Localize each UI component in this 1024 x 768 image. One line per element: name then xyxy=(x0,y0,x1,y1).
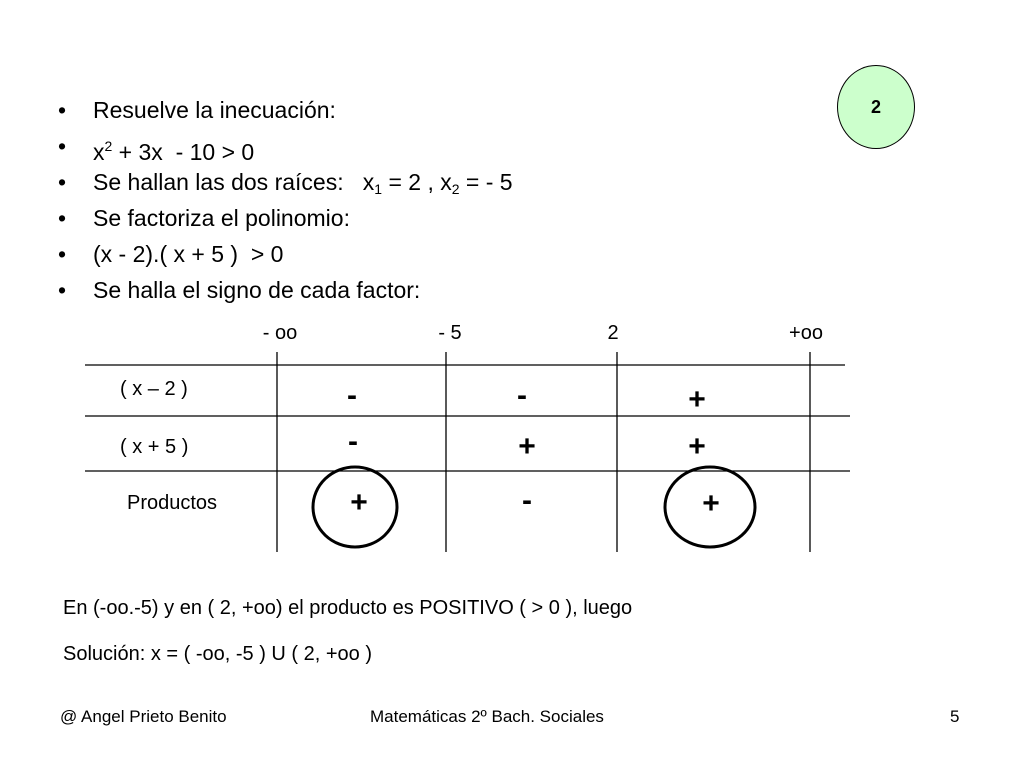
bullet-text: (x - 2).( x + 5 ) > 0 xyxy=(93,241,284,267)
row-label-factor-x-plus-5: ( x + 5 ) xyxy=(120,436,189,458)
bullet-dot: • xyxy=(58,97,67,123)
bullet-dot: • xyxy=(58,241,67,267)
footer-page-number: 5 xyxy=(950,707,960,726)
sign-row2-col3: + xyxy=(688,430,706,463)
inequality-variable: x xyxy=(93,139,105,165)
root-1-subscript: 1 xyxy=(374,181,383,197)
slide-number-badge: 2 xyxy=(837,65,915,149)
sign-row2-col1: - xyxy=(348,425,358,458)
bullet-dot: • xyxy=(58,133,67,159)
bullet-text: Resuelve la inecuación: xyxy=(93,97,336,123)
roots-mid: = 2 , x xyxy=(382,169,452,195)
footer-course: Matemáticas 2º Bach. Sociales xyxy=(370,707,604,726)
roots-suffix: = - 5 xyxy=(459,169,513,195)
sign-row3-col2: - xyxy=(522,484,532,517)
sign-row3-col1: + xyxy=(350,486,368,519)
bullet-dot: • xyxy=(58,169,67,195)
inequality-rest: + 3x - 10 > 0 xyxy=(112,139,255,165)
bullet-dot: • xyxy=(58,277,67,303)
axis-label-plus-infinity: +oo xyxy=(789,322,823,344)
footer-author: @ Angel Prieto Benito xyxy=(60,707,227,726)
bullet-text: Se factoriza el polinomio: xyxy=(93,205,350,231)
axis-label-two: 2 xyxy=(607,322,619,344)
roots-prefix: Se hallan las dos raíces: x xyxy=(93,169,375,195)
sign-row1-col3: + xyxy=(688,383,706,416)
row-label-factor-x-minus-2: ( x – 2 ) xyxy=(120,378,188,400)
bullet-text: Se halla el signo de cada factor: xyxy=(93,277,421,303)
sign-row2-col2: + xyxy=(518,430,536,463)
row-label-products: Productos xyxy=(127,492,218,514)
bullet-dot: • xyxy=(58,205,67,231)
sign-row1-col2: - xyxy=(517,379,527,412)
conclusion-text: En (-oo.-5) y en ( 2, +oo) el producto es POSITIVO ( > 0 ), luego xyxy=(63,597,633,619)
root-2-subscript: 2 xyxy=(451,181,460,197)
sign-row1-col1: - xyxy=(347,379,357,412)
solution-text: Solución: x = ( -oo, -5 ) U ( 2, +oo ) xyxy=(63,643,373,665)
sign-row3-col3: + xyxy=(702,487,720,520)
axis-label-minus-five: - 5 xyxy=(438,322,462,344)
inequality-exponent: 2 xyxy=(104,138,113,154)
axis-label-minus-infinity: - oo xyxy=(262,322,298,344)
